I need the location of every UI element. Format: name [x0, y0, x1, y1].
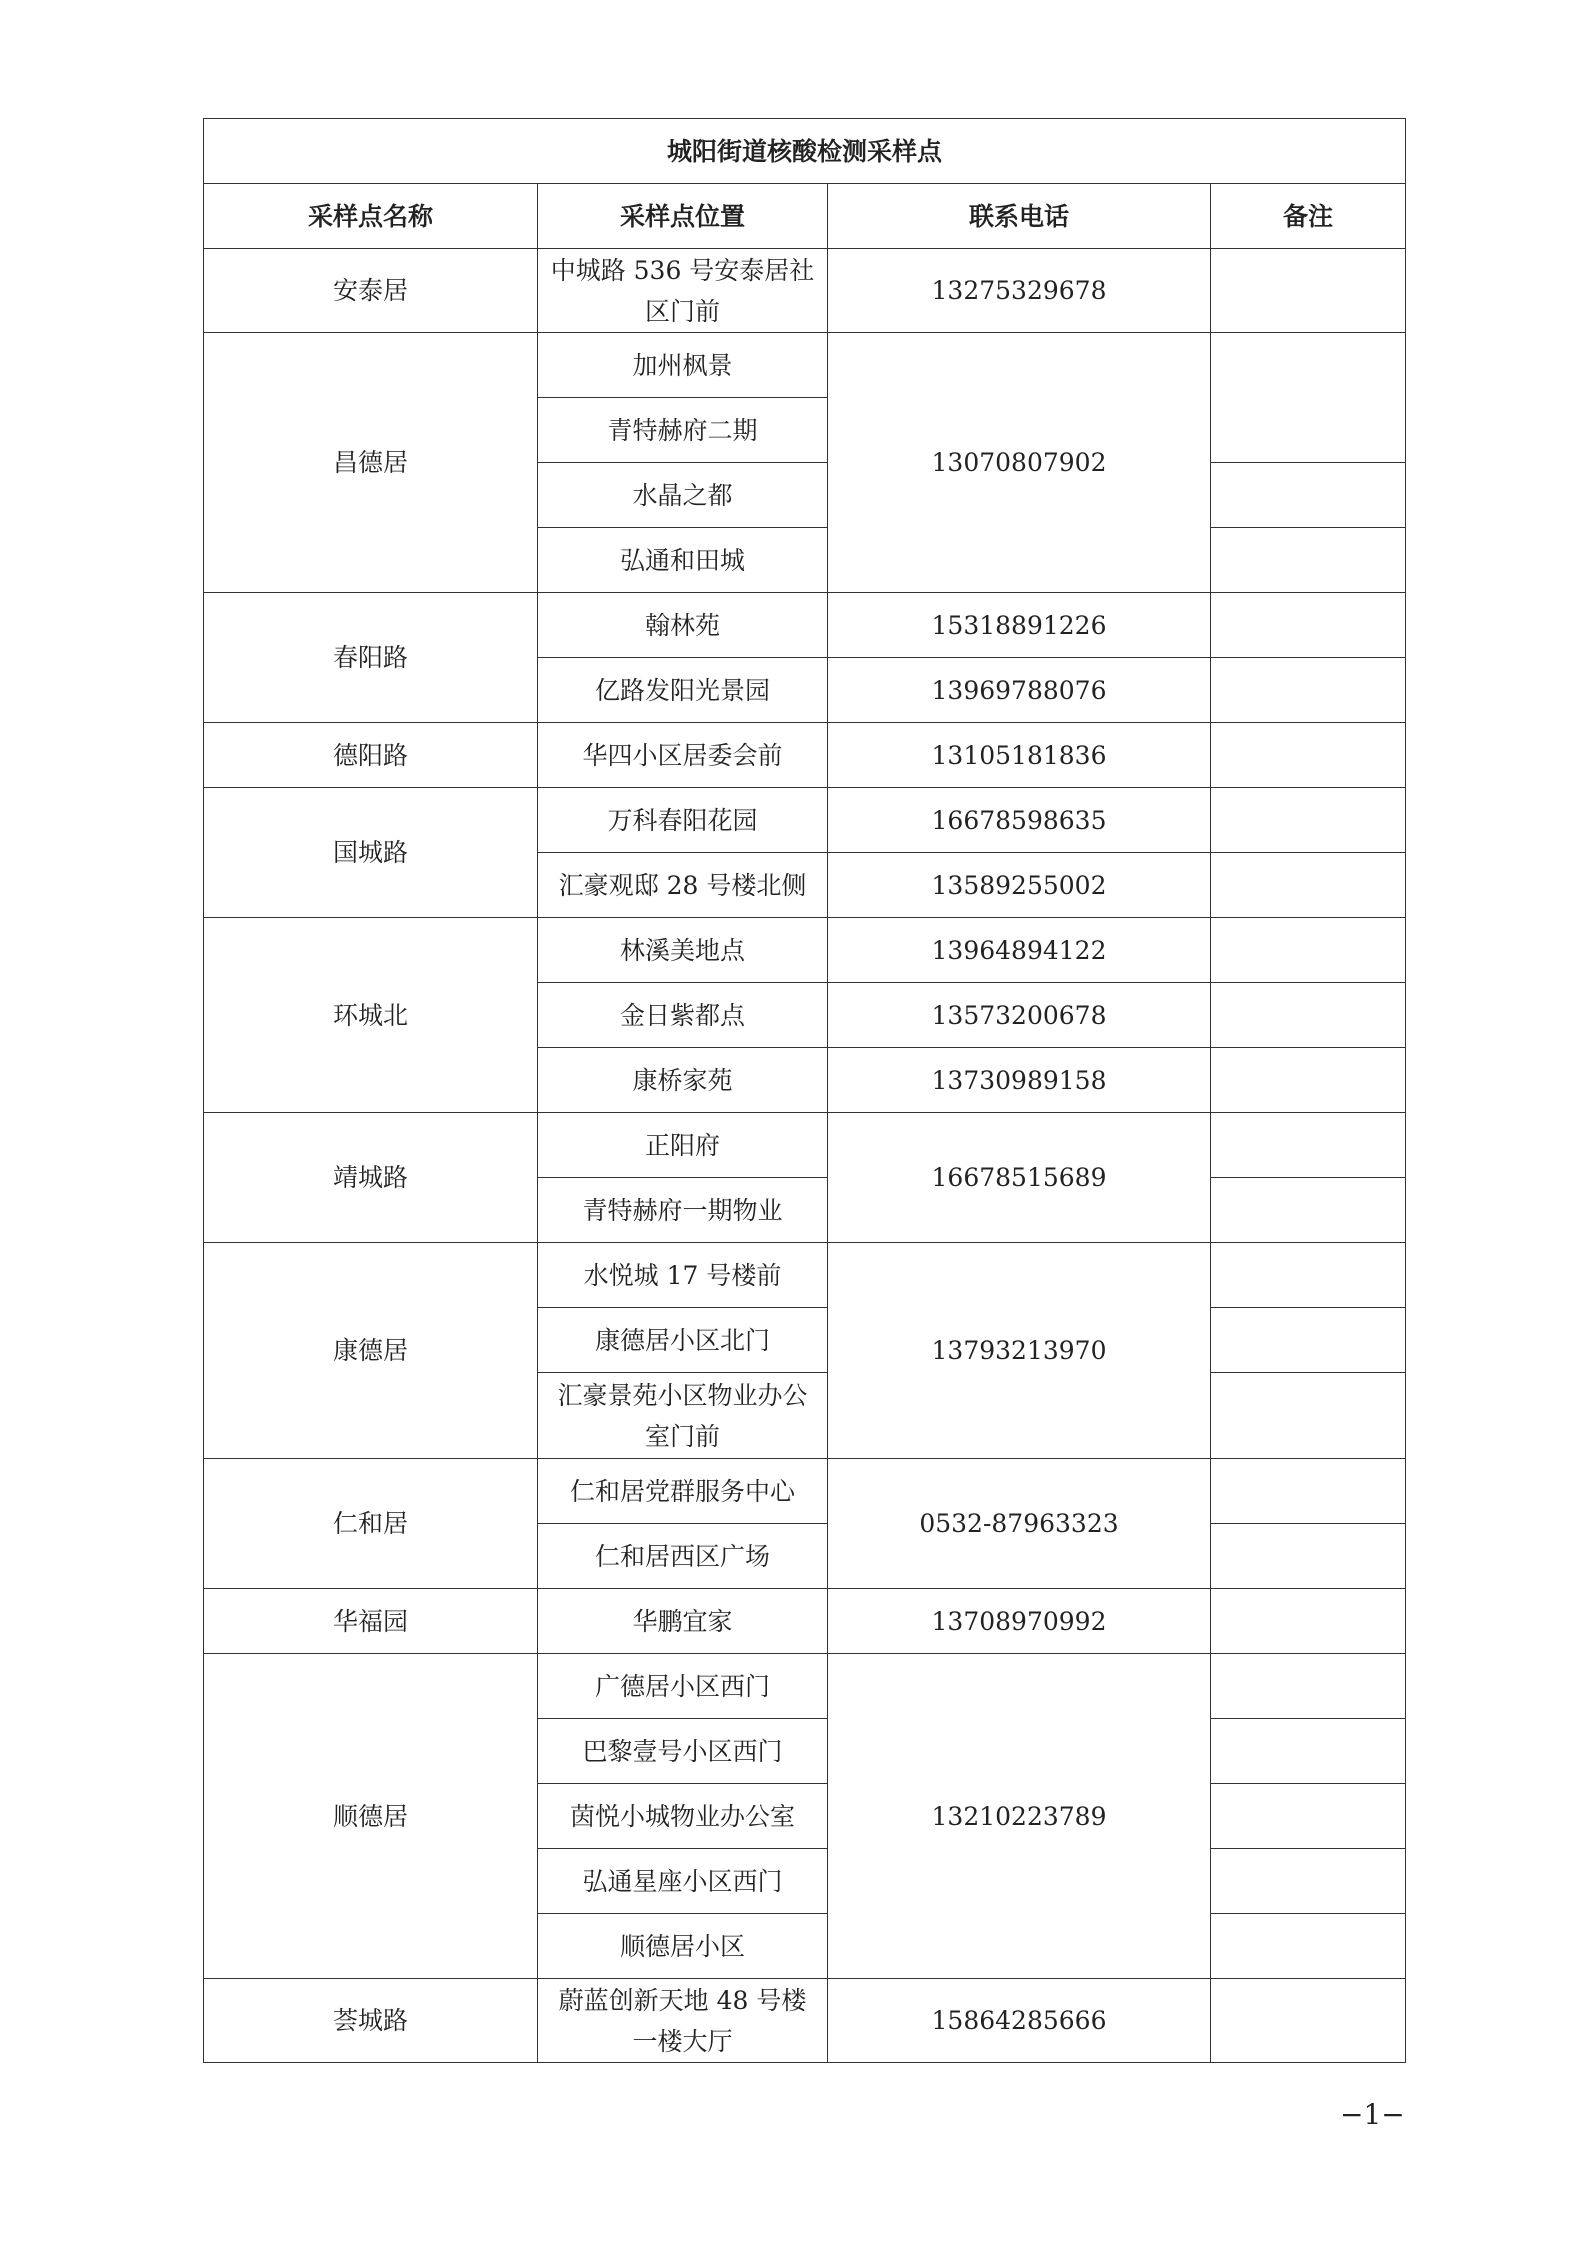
site-location: 仁和居西区广场	[538, 1524, 828, 1589]
site-phone: 15864285666	[828, 1979, 1211, 2063]
site-location: 茵悦小城物业办公室	[538, 1784, 828, 1849]
site-location: 康德居小区北门	[538, 1308, 828, 1373]
table-row	[204, 788, 1406, 853]
table-row	[204, 1243, 1406, 1308]
site-phone: 13589255002	[828, 853, 1211, 918]
site-phone: 15318891226	[828, 593, 1211, 658]
site-remarks	[1211, 593, 1406, 658]
site-phone: 16678598635	[828, 788, 1211, 853]
site-name: 康德居	[204, 1243, 538, 1459]
site-name: 环城北	[204, 918, 538, 1113]
site-location: 广德居小区西门	[538, 1654, 828, 1719]
sampling-points-table	[203, 118, 1406, 2063]
site-location: 康桥家苑	[538, 1048, 828, 1113]
site-location: 水晶之都	[538, 463, 828, 528]
header-phone: 联系电话	[828, 184, 1211, 249]
table-row	[204, 1654, 1406, 1719]
header-name: 采样点名称	[204, 184, 538, 249]
site-location: 青特赫府二期	[538, 398, 828, 463]
site-remarks	[1211, 1048, 1406, 1113]
site-location: 蔚蓝创新天地 48 号楼一楼大厅	[538, 1979, 828, 2063]
site-location: 汇豪景苑小区物业办公室门前	[538, 1373, 828, 1459]
table-row	[204, 249, 1406, 333]
site-remarks	[1211, 918, 1406, 983]
site-location: 弘通和田城	[538, 528, 828, 593]
header-remarks: 备注	[1211, 184, 1406, 249]
site-phone: 0532-87963323	[828, 1459, 1211, 1589]
site-location: 金日紫都点	[538, 983, 828, 1048]
table-row	[204, 1459, 1406, 1524]
site-name: 德阳路	[204, 723, 538, 788]
table-row	[204, 918, 1406, 983]
site-location: 正阳府	[538, 1113, 828, 1178]
table-title: 城阳街道核酸检测采样点	[204, 119, 1406, 184]
site-location: 万科春阳花园	[538, 788, 828, 853]
site-location: 顺德居小区	[538, 1914, 828, 1979]
site-location: 巴黎壹号小区西门	[538, 1719, 828, 1784]
site-phone: 13210223789	[828, 1654, 1211, 1979]
site-remarks	[1211, 1719, 1406, 1784]
site-remarks	[1211, 528, 1406, 593]
site-remarks	[1211, 1373, 1406, 1459]
table-row	[204, 1113, 1406, 1178]
header-location: 采样点位置	[538, 184, 828, 249]
site-remarks	[1211, 1914, 1406, 1979]
site-remarks	[1211, 1654, 1406, 1719]
site-remarks	[1211, 983, 1406, 1048]
site-name: 顺德居	[204, 1654, 538, 1979]
site-name: 华福园	[204, 1589, 538, 1654]
site-remarks	[1211, 723, 1406, 788]
table-row	[204, 723, 1406, 788]
site-remarks	[1211, 1178, 1406, 1243]
site-remarks	[1211, 463, 1406, 528]
site-remarks	[1211, 1459, 1406, 1524]
site-phone: 13070807902	[828, 333, 1211, 593]
site-remarks	[1211, 1308, 1406, 1373]
site-remarks	[1211, 853, 1406, 918]
site-phone: 13708970992	[828, 1589, 1211, 1654]
site-location: 弘通星座小区西门	[538, 1849, 828, 1914]
site-remarks	[1211, 1589, 1406, 1654]
site-name: 荟城路	[204, 1979, 538, 2063]
site-remarks	[1211, 1243, 1406, 1308]
site-remarks	[1211, 333, 1406, 463]
site-name: 国城路	[204, 788, 538, 918]
site-name: 昌德居	[204, 333, 538, 593]
site-phone: 13969788076	[828, 658, 1211, 723]
site-remarks	[1211, 1849, 1406, 1914]
site-name: 安泰居	[204, 249, 538, 333]
site-phone: 13964894122	[828, 918, 1211, 983]
site-location: 翰林苑	[538, 593, 828, 658]
site-remarks	[1211, 1113, 1406, 1178]
site-remarks	[1211, 1979, 1406, 2063]
site-phone: 16678515689	[828, 1113, 1211, 1243]
table-row	[204, 593, 1406, 658]
site-phone: 13105181836	[828, 723, 1211, 788]
site-location: 林溪美地点	[538, 918, 828, 983]
site-location: 青特赫府一期物业	[538, 1178, 828, 1243]
site-remarks	[1211, 1524, 1406, 1589]
site-location: 汇豪观邸 28 号楼北侧	[538, 853, 828, 918]
site-location: 水悦城 17 号楼前	[538, 1243, 828, 1308]
table-row	[204, 333, 1406, 398]
page-number: −1−	[1340, 2098, 1405, 2131]
site-phone: 13730989158	[828, 1048, 1211, 1113]
site-name: 仁和居	[204, 1459, 538, 1589]
site-remarks	[1211, 658, 1406, 723]
site-location: 中城路 536 号安泰居社区门前	[538, 249, 828, 333]
site-location: 华四小区居委会前	[538, 723, 828, 788]
site-name: 春阳路	[204, 593, 538, 723]
site-remarks	[1211, 1784, 1406, 1849]
site-phone: 13573200678	[828, 983, 1211, 1048]
site-phone: 13275329678	[828, 249, 1211, 333]
site-name: 靖城路	[204, 1113, 538, 1243]
table-row	[204, 1979, 1406, 2063]
table-row	[204, 1589, 1406, 1654]
site-location: 仁和居党群服务中心	[538, 1459, 828, 1524]
site-phone: 13793213970	[828, 1243, 1211, 1459]
site-location: 华鹏宜家	[538, 1589, 828, 1654]
site-location: 亿路发阳光景园	[538, 658, 828, 723]
site-remarks	[1211, 788, 1406, 853]
site-location: 加州枫景	[538, 333, 828, 398]
site-remarks	[1211, 249, 1406, 333]
